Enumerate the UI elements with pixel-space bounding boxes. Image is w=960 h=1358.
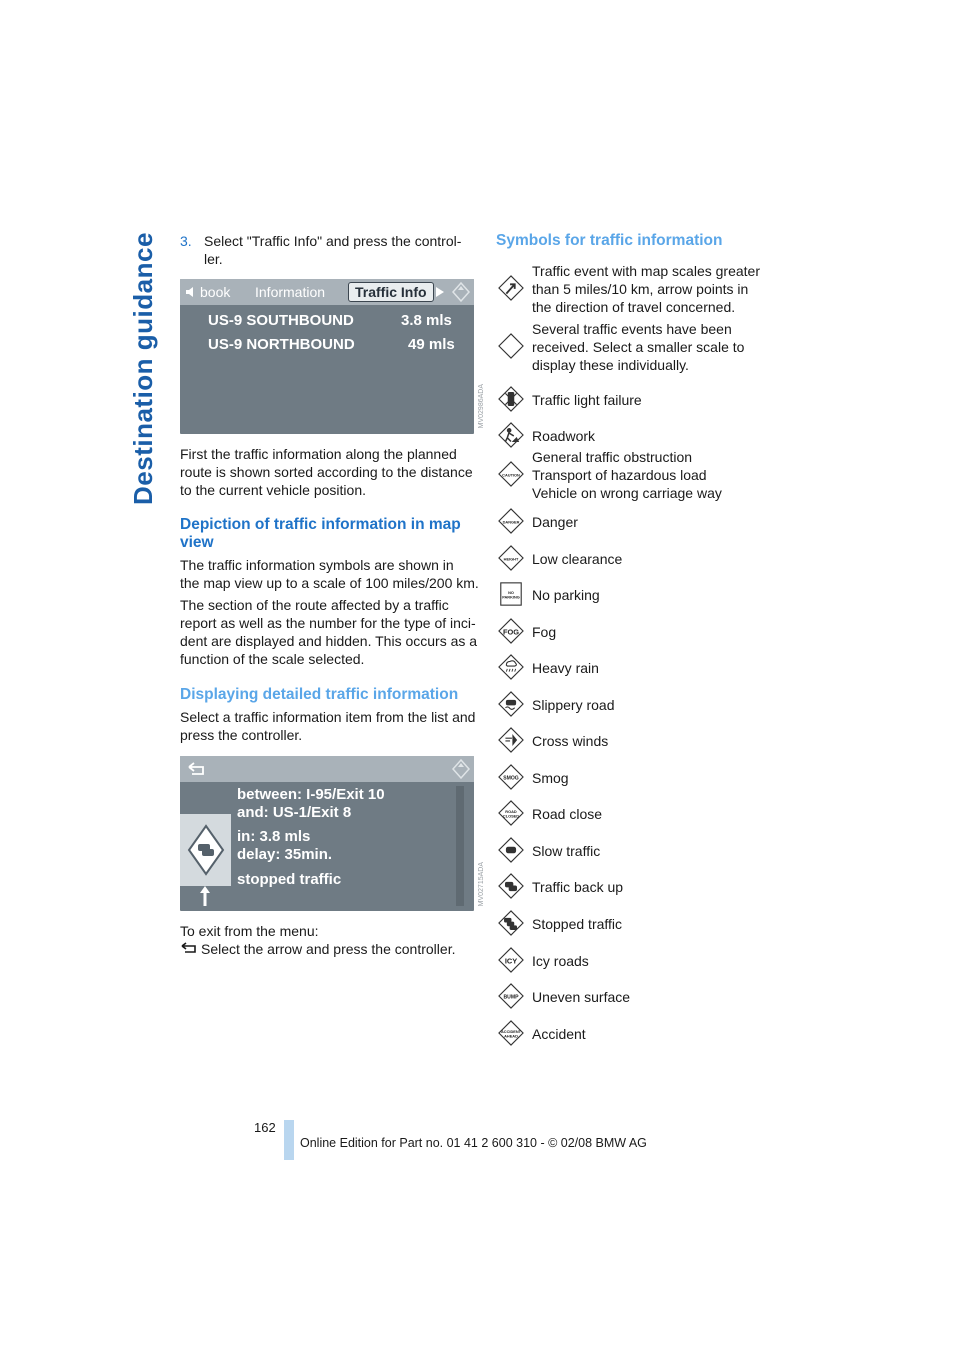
symbol-description: Low clearance bbox=[532, 551, 623, 567]
symbol-description: Fog bbox=[532, 624, 557, 640]
empty-diamond-icon bbox=[498, 333, 524, 359]
screen-top-bar bbox=[180, 756, 474, 782]
symbol-description: General traffic obstruction Transport of hazardous load Vehicle on wrong carriage way bbox=[532, 449, 722, 501]
symbol-description: Stopped traffic bbox=[532, 916, 623, 932]
slippery-road-icon bbox=[498, 691, 524, 717]
svg-text:ROAD: ROAD bbox=[505, 808, 517, 814]
danger-icon bbox=[498, 508, 524, 534]
heading-symbols: Symbols for traffic information bbox=[496, 232, 723, 249]
symbol-description: Traffic light failure bbox=[532, 392, 642, 408]
intro-paragraph: First the traffic information along the planned route is shown sorted according to the distance to the current vehicle position. bbox=[180, 446, 473, 498]
symbol-description: Traffic event with map scales greater than 5 miles/10 km, arrow points in the direction of travel concerned. bbox=[532, 263, 760, 315]
smog-icon bbox=[498, 764, 524, 790]
traffic-row-road[interactable]: US-9 NORTHBOUND bbox=[208, 336, 355, 353]
symbol-description: Road close bbox=[532, 806, 603, 822]
icy-roads-icon bbox=[498, 947, 524, 973]
traffic-detail-screen bbox=[180, 756, 474, 911]
symbol-description: Smog bbox=[532, 770, 569, 786]
svg-text:FOG: FOG bbox=[502, 627, 520, 637]
svg-text:NO: NO bbox=[508, 589, 514, 595]
image-code: MV02986ADA bbox=[478, 384, 485, 429]
no-parking-icon bbox=[498, 581, 524, 607]
chevron-right-icon[interactable] bbox=[434, 286, 446, 298]
tab-book[interactable]: book bbox=[200, 284, 231, 300]
traffic-back-up-icon bbox=[498, 873, 524, 899]
speaker-icon bbox=[184, 285, 198, 299]
symbol-description: Several traffic events have been received. Select a smaller scale to display these individually. bbox=[532, 321, 745, 373]
svg-text:SMOG: SMOG bbox=[503, 775, 519, 782]
fog-icon bbox=[498, 618, 524, 644]
symbol-description: Traffic back up bbox=[532, 879, 624, 895]
traffic-row-distance: 3.8 mls bbox=[401, 312, 452, 329]
roadwork-icon bbox=[498, 422, 524, 448]
detail-in: in: 3.8 mls bbox=[237, 828, 311, 845]
symbol-description: Danger bbox=[532, 514, 578, 530]
symbol-description: Cross winds bbox=[532, 733, 609, 749]
heading-detailed-info: Displaying detailed traffic information bbox=[180, 686, 459, 703]
svg-text:CAUTION: CAUTION bbox=[502, 472, 520, 478]
svg-text:ICY: ICY bbox=[504, 956, 518, 966]
detail-paragraph: Select a traffic information item from the list and press the controller. bbox=[180, 709, 476, 743]
svg-text:CLOSED: CLOSED bbox=[502, 813, 520, 819]
symbol-description: Icy roads bbox=[532, 953, 589, 969]
svg-text:DANGER: DANGER bbox=[502, 519, 520, 525]
map-paragraph-2: The section of the route affected by a traffic report as well as the number for the type of inci- dent are displayed and hidden. This occurs as a function of the scale selected. bbox=[180, 597, 478, 667]
bump-icon bbox=[498, 983, 524, 1009]
symbol-description: Slow traffic bbox=[532, 843, 601, 859]
traffic-row-distance: 49 mls bbox=[408, 336, 455, 353]
tab-traffic-info[interactable]: Traffic Info bbox=[348, 282, 434, 302]
svg-text:AHEAD: AHEAD bbox=[504, 1033, 518, 1039]
detail-and: and: US-1/Exit 8 bbox=[237, 804, 352, 821]
heading-map-view: Depiction of traffic information in map view bbox=[180, 516, 461, 551]
exit-menu-text: To exit from the menu: bbox=[180, 923, 319, 939]
detail-type: stopped traffic bbox=[237, 871, 342, 888]
page-number: 162 bbox=[254, 1120, 276, 1135]
stopped-traffic-icon bbox=[498, 910, 524, 936]
back-arrow-icon[interactable] bbox=[186, 761, 206, 777]
controller-icon bbox=[451, 281, 471, 303]
detail-delay: delay: 35min. bbox=[237, 846, 333, 863]
arrow-diamond-icon bbox=[498, 275, 524, 301]
up-arrow-icon bbox=[198, 884, 212, 908]
traffic-light-icon bbox=[498, 386, 524, 412]
caution-icon bbox=[498, 461, 524, 487]
svg-text:PARKING: PARKING bbox=[502, 594, 520, 600]
slow-traffic-icon bbox=[498, 837, 524, 863]
symbol-description: Accident bbox=[532, 1026, 586, 1042]
controller-icon bbox=[451, 758, 471, 780]
exit-instruction: Select the arrow and press the controller. bbox=[201, 941, 456, 957]
section-tab: Destination guidance bbox=[128, 232, 158, 505]
accident-icon bbox=[498, 1020, 524, 1046]
symbol-description: Heavy rain bbox=[532, 660, 599, 676]
cross-winds-icon bbox=[498, 727, 524, 753]
detail-between: between: I-95/Exit 10 bbox=[237, 786, 385, 803]
scrollbar[interactable] bbox=[456, 786, 464, 906]
svg-text:BUMP: BUMP bbox=[503, 994, 519, 1001]
image-code: MV02715ADA bbox=[478, 862, 485, 907]
traffic-row-road[interactable]: US-9 SOUTHBOUND bbox=[208, 312, 354, 329]
symbol-description: Roadwork bbox=[532, 428, 596, 444]
symbol-description: Uneven surface bbox=[532, 989, 631, 1005]
footer-text: Online Edition for Part no. 01 41 2 600 310 - © 02/08 BMW AG bbox=[300, 1136, 647, 1150]
height-icon bbox=[498, 545, 524, 571]
stopped-traffic-icon bbox=[186, 822, 226, 878]
heavy-rain-icon bbox=[498, 654, 524, 680]
svg-text:HEIGHT: HEIGHT bbox=[503, 556, 519, 562]
symbol-description: No parking bbox=[532, 587, 600, 603]
symbol-description: Slippery road bbox=[532, 697, 615, 713]
footer-accent-bar bbox=[284, 1120, 294, 1160]
traffic-info-screen bbox=[180, 279, 474, 434]
back-arrow-icon bbox=[180, 942, 198, 954]
svg-text:ACCIDENT: ACCIDENT bbox=[500, 1028, 522, 1034]
road-closed-icon bbox=[498, 800, 524, 826]
tab-information[interactable]: Information bbox=[255, 284, 326, 300]
step-3: 3. Select "Traffic Info" and press the control- ler. bbox=[180, 233, 462, 267]
map-paragraph-1: The traffic information symbols are shown in the map view up to a scale of 100 miles/200 km. bbox=[180, 557, 479, 591]
